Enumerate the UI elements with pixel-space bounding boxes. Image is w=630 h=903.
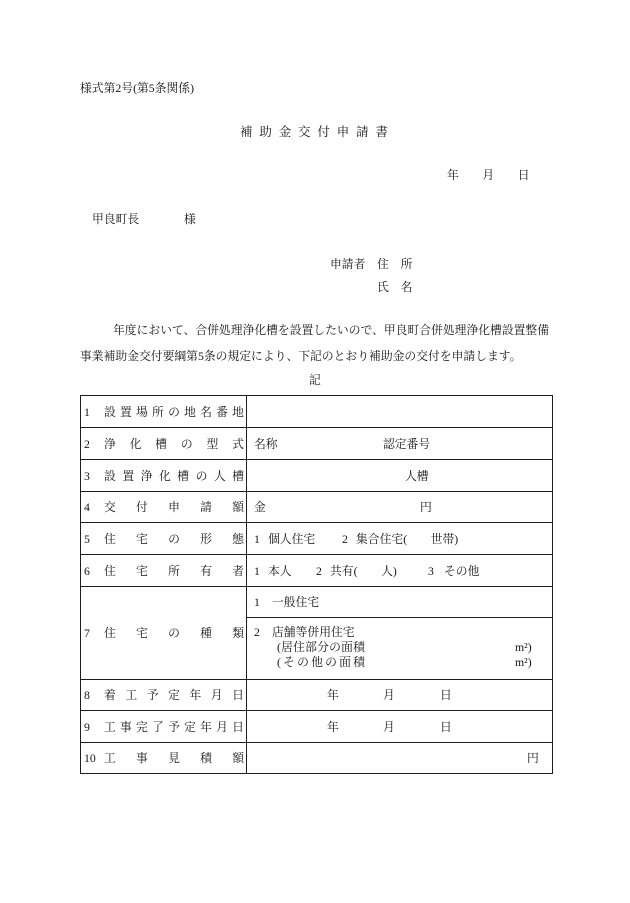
- glyph: 宅: [136, 626, 148, 640]
- glyph: 置: [122, 468, 135, 483]
- tank-name-label: 名称: [254, 436, 278, 451]
- glyph: 地: [184, 404, 196, 419]
- glyph: の: [168, 404, 180, 419]
- glyph: 部: [305, 640, 317, 654]
- form-number: 様式第2号(第5条関係): [80, 81, 195, 95]
- glyph: の: [168, 531, 180, 546]
- option-number: 1: [254, 531, 260, 546]
- glyph: 有: [200, 563, 212, 578]
- body-text-line-1: 年度において、合併処理浄化槽を設置したいので、甲良町合併処理浄化槽設置整備: [113, 323, 550, 337]
- amount-prefix: 金: [254, 500, 266, 514]
- glyph: 工: [104, 719, 116, 734]
- row-label: [104, 626, 244, 640]
- day-label: 日: [440, 688, 452, 702]
- glyph: 槽: [177, 468, 190, 483]
- applicant-address-label: 住 所: [377, 257, 413, 271]
- row-number: 10: [84, 751, 96, 765]
- glyph: 所: [168, 563, 180, 578]
- glyph: 請: [200, 500, 212, 514]
- glyph: 事: [136, 751, 148, 765]
- glyph: 月: [216, 719, 228, 734]
- glyph: 着: [104, 688, 116, 702]
- row-number: 1: [84, 404, 90, 419]
- glyph: 付: [136, 500, 148, 514]
- glyph: 浄: [140, 468, 153, 483]
- glyph: 日: [232, 719, 244, 734]
- row-label-cell: [81, 743, 247, 774]
- row-number: 9: [84, 719, 90, 734]
- glyph: 人: [213, 468, 226, 483]
- tank-capacity-value-cell: [247, 460, 553, 492]
- glyph: 浄: [104, 436, 116, 451]
- glyph: 予: [146, 688, 159, 702]
- row-label-cell: [81, 587, 247, 680]
- row-number: 2: [84, 436, 90, 451]
- glyph: 見: [168, 751, 180, 765]
- location-value-cell: [247, 396, 553, 428]
- glyph: 態: [232, 531, 244, 546]
- glyph: 設: [104, 404, 116, 419]
- glyph: 申: [168, 500, 180, 514]
- month-label: 月: [383, 719, 395, 734]
- certification-number-label: 認定番号: [383, 436, 431, 451]
- glyph: 類: [232, 626, 244, 640]
- glyph: 槽: [155, 436, 168, 451]
- form-title: [240, 125, 388, 139]
- area-unit: m²): [515, 655, 532, 669]
- completion-date-value-cell: [247, 711, 553, 743]
- glyph: 金: [278, 125, 292, 139]
- option-number: 1: [254, 595, 260, 609]
- residential-area-label: [277, 640, 365, 654]
- house-kind-mixed-use-cell: [247, 618, 553, 680]
- glyph: 了: [152, 719, 164, 734]
- glyph: 地: [232, 404, 244, 419]
- glyph: 化: [129, 436, 142, 451]
- row-number: 6: [84, 563, 90, 578]
- glyph: の: [329, 640, 341, 654]
- requested-amount-value-cell: [247, 492, 553, 523]
- glyph: 住: [293, 640, 305, 654]
- glyph: 住: [104, 563, 116, 578]
- row-label-cell: [81, 555, 247, 587]
- glyph: 住: [104, 531, 116, 546]
- row-label: [104, 720, 244, 734]
- glyph: の: [297, 655, 309, 669]
- glyph: 年: [200, 719, 212, 734]
- addressee-name: 甲良町長: [92, 212, 140, 226]
- glyph: 形: [200, 531, 212, 546]
- glyph: 月: [210, 688, 223, 702]
- row-label: [104, 500, 244, 514]
- month-label: 月: [383, 688, 395, 702]
- estimate-amount-value-cell: [247, 743, 553, 774]
- glyph: 住: [104, 626, 116, 640]
- row-label-cell: [81, 428, 247, 460]
- glyph: 居: [281, 640, 293, 654]
- glyph: 定: [168, 688, 180, 702]
- row-label: [104, 437, 244, 451]
- row-label: [104, 469, 244, 483]
- glyph: 完: [136, 719, 148, 734]
- glyph: 日: [232, 688, 244, 702]
- glyph: の: [180, 436, 193, 451]
- glyph: 申: [336, 125, 350, 139]
- yen-unit: 円: [527, 751, 539, 765]
- capacity-unit: 人槽: [405, 468, 429, 483]
- glyph: 槽: [232, 468, 244, 483]
- glyph: 化: [158, 468, 171, 483]
- row-label-cell: [81, 460, 247, 492]
- option-number: 1: [254, 563, 260, 578]
- glyph: 積: [353, 655, 365, 669]
- glyph: 額: [232, 500, 244, 514]
- glyph: 型: [206, 436, 219, 451]
- housing-type-value-cell: [247, 523, 553, 555]
- option-collective-house: 集合住宅( 世帯): [356, 531, 459, 546]
- glyph: 面: [341, 640, 353, 654]
- body-text-line-2: 事業補助金交付要綱第5条の規定により、下記のとおり補助金の交付を申請します。: [80, 349, 522, 363]
- glyph: 交: [104, 500, 116, 514]
- applicant-name-label: 氏 名: [377, 280, 413, 294]
- year-label: 年: [327, 688, 339, 702]
- row-number: 3: [84, 468, 90, 483]
- other-area-label: [277, 655, 365, 669]
- option-number: 3: [428, 563, 434, 578]
- option-number: 2: [342, 531, 348, 546]
- glyph: 額: [232, 751, 244, 765]
- glyph: 事: [120, 719, 132, 734]
- glyph: 工: [104, 751, 116, 765]
- glyph: 交: [298, 125, 311, 139]
- details-table: [80, 395, 553, 774]
- tank-model-value-cell: [247, 428, 553, 460]
- glyph: 付: [317, 125, 330, 139]
- glyph: 面: [339, 655, 351, 669]
- glyph: 置: [120, 404, 132, 419]
- yen-unit: 円: [420, 500, 432, 514]
- row-label-cell: [81, 396, 247, 428]
- glyph: (: [277, 640, 281, 654]
- house-kind-general-cell: [247, 587, 553, 618]
- glyph: 年: [189, 688, 202, 702]
- row-number: 8: [84, 688, 90, 702]
- glyph: 積: [200, 751, 212, 765]
- glyph: 宅: [136, 531, 148, 546]
- glyph: 積: [353, 640, 365, 654]
- glyph: の: [325, 655, 337, 669]
- glyph: 宅: [136, 563, 148, 578]
- date-line: 年 月 日: [447, 168, 530, 182]
- glyph: 書: [375, 125, 388, 139]
- addressee-honorific: 様: [184, 212, 196, 226]
- option-self: 本人: [268, 563, 292, 578]
- glyph: 助: [259, 125, 272, 139]
- glyph: そ: [283, 655, 295, 669]
- option-general-house: 一般住宅: [272, 595, 320, 609]
- row-label-cell: [81, 492, 247, 523]
- house-owner-value-cell: [247, 555, 553, 587]
- option-number: 2: [316, 563, 322, 578]
- glyph: 定: [184, 719, 196, 734]
- glyph: 設: [104, 468, 116, 483]
- glyph: 番: [216, 404, 228, 419]
- row-label: [104, 532, 244, 546]
- row-number: 5: [84, 531, 90, 546]
- row-label-cell: [81, 523, 247, 555]
- option-individual-house: 個人住宅: [268, 531, 316, 546]
- option-other: その他: [444, 563, 480, 578]
- start-date-value-cell: [247, 680, 553, 711]
- glyph: 補: [240, 125, 253, 139]
- row-number: 4: [84, 500, 90, 514]
- row-label: [104, 751, 244, 765]
- year-label: 年: [327, 719, 339, 734]
- glyph: 請: [356, 125, 369, 139]
- glyph: 工: [125, 688, 138, 702]
- glyph: 名: [200, 404, 212, 419]
- row-label: [104, 564, 244, 578]
- option-shared: 共有( 人): [330, 563, 397, 578]
- glyph: 式: [232, 436, 244, 451]
- glyph: の: [195, 468, 208, 483]
- row-label-cell: [81, 680, 247, 711]
- record-heading: 記: [309, 373, 321, 387]
- row-label: [104, 405, 244, 419]
- option-mixed-use-house: 店舗等併用住宅: [272, 625, 355, 639]
- glyph: (: [277, 655, 281, 669]
- row-label: [104, 688, 244, 702]
- option-number: 2: [254, 625, 260, 639]
- glyph: 他: [311, 655, 323, 669]
- area-unit: m²): [515, 640, 532, 654]
- row-number: 7: [84, 626, 90, 640]
- glyph: 場: [136, 404, 148, 419]
- glyph: 者: [232, 563, 244, 578]
- glyph: 分: [317, 640, 329, 654]
- glyph: 種: [200, 626, 212, 640]
- glyph: 予: [168, 719, 180, 734]
- row-label-cell: [81, 711, 247, 743]
- day-label: 日: [440, 719, 452, 734]
- glyph: 所: [152, 404, 164, 419]
- applicant-label: 申請者: [330, 257, 366, 271]
- glyph: の: [168, 626, 180, 640]
